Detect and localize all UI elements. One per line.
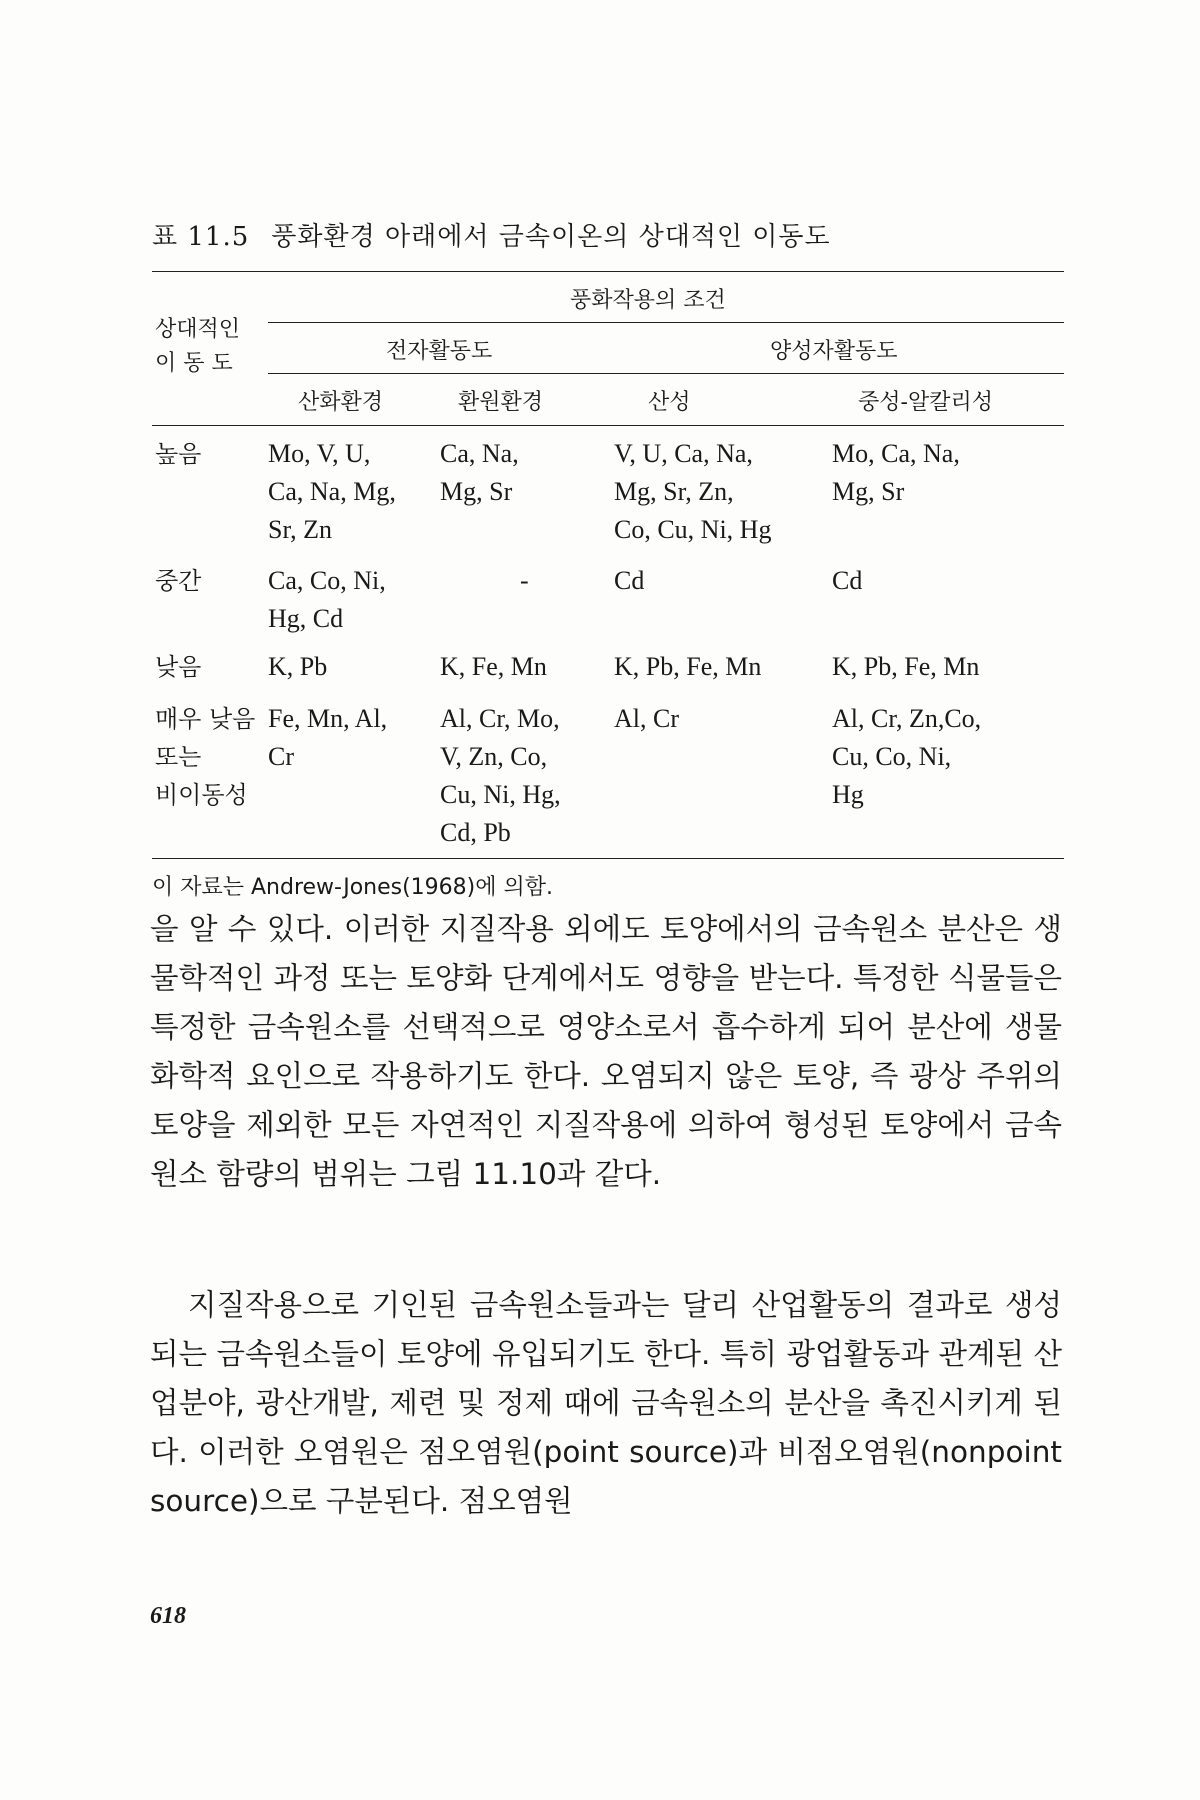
cell-line: K, Pb, Fe, Mn <box>614 652 762 681</box>
column-header-oxidizing: 산화환경 <box>298 390 384 415</box>
table-cell <box>440 435 519 511</box>
cell-line: Cu, Ni, Hg, <box>440 780 561 809</box>
cell-line: Cr <box>268 742 294 771</box>
cell-line: Mo, Ca, Na, <box>832 439 960 468</box>
cell-line: Cd, Pb <box>440 818 511 847</box>
cell-line: Al, Cr, Mo, <box>440 704 560 733</box>
cell-line: Mg, Sr, Zn, <box>614 477 734 506</box>
row-label-line: 중간 <box>155 567 202 595</box>
row-header-cell <box>155 313 240 381</box>
header-bottom-rule <box>152 425 1064 426</box>
cell-line: V, Zn, Co, <box>440 742 548 771</box>
cell-line: Mg, Sr <box>832 477 905 506</box>
row-header-line: 이 동 도 <box>155 351 233 376</box>
table-bottom-rule <box>152 858 1064 859</box>
row-label-line: 비이동성 <box>155 781 248 809</box>
paragraph-text: 을 알 수 있다. 이러한 지질작용 외에도 토양에서의 금속원소 분산은 생물학적인 과정 또는 토양화 단계에서도 영향을 받는다. 특정한 식물들은 특정한 금속원소를 선택적으로 영양소로서 흡수하게 되어 분산에 생물화학적 요인으로 작용하기도 한다. 오염되지 않은 토양, 즉 광상 주위의 토양을 제외한 모든 자연적인 지질작용에 의하여 형성된 토양에서 금속원소 함량의 범위는 그림 11.10과 같다. <box>150 912 1062 1191</box>
row-label-line: 높음 <box>155 440 202 468</box>
row-label-line: 낮음 <box>155 653 202 681</box>
cell-line: Sr, Zn <box>268 515 332 544</box>
body-paragraph-1 <box>150 905 1062 1199</box>
cell-line: Hg, Cd <box>268 604 344 633</box>
subgroup-header-electron: 전자활동도 <box>386 339 493 364</box>
subgroup-header-proton: 양성자활동도 <box>770 339 898 364</box>
cell-line: Mg, Sr <box>440 477 513 506</box>
cell-line: Ca, Co, Ni, <box>268 566 386 595</box>
row-label-line: 매우 낮음 <box>155 705 256 733</box>
table-cell <box>268 700 387 776</box>
table-cell <box>268 435 396 549</box>
row-label-low <box>155 648 201 686</box>
table-cell <box>440 700 561 852</box>
table-cell <box>614 435 771 549</box>
table-cell <box>440 648 547 686</box>
cell-line: Cd <box>832 566 863 595</box>
cell-line: K, Pb <box>268 652 328 681</box>
cell-line: V, U, Ca, Na, <box>614 439 753 468</box>
table-cell <box>268 562 386 638</box>
table-cell <box>614 562 644 600</box>
cell-line: Ca, Na, <box>440 439 519 468</box>
row-header-line: 상대적인 <box>155 317 241 342</box>
row-label-medium <box>155 562 201 600</box>
row-label-very-low <box>155 700 255 814</box>
paragraph-text: 지질작용으로 기인된 금속원소들과는 달리 산업활동의 결과로 생성되는 금속원소들이 토양에 유입되기도 한다. 특히 광업활동과 관계된 산업분야, 광산개발, 제련 및 정제 때에 금속원소의 분산을 촉진시키게 된다. 이러한 오염원은 점오염원(point source)과 비점오염원(nonpoint source)으로 구분된다. 점오염원 <box>150 1288 1062 1518</box>
table-cell <box>832 648 979 686</box>
table-cell <box>832 562 862 600</box>
table-cell <box>268 648 327 686</box>
column-header-reducing: 환원환경 <box>458 390 544 415</box>
row-label-high <box>155 435 201 473</box>
cell-line: Co, Cu, Ni, Hg <box>614 515 772 544</box>
table-caption <box>152 216 831 253</box>
row-label-line: 또는 <box>155 743 202 771</box>
table-cell <box>832 435 960 511</box>
group-rule <box>268 322 1064 323</box>
table-cell <box>614 648 761 686</box>
table-title: 풍화환경 아래에서 금속이온의 상대적인 이동도 <box>271 222 831 252</box>
table-cell <box>520 562 529 600</box>
table-cell <box>832 700 981 814</box>
cell-line: Al, Cr <box>614 704 679 733</box>
cell-line: K, Fe, Mn <box>440 652 547 681</box>
page-number: 618 <box>150 1603 186 1629</box>
cell-line: Hg <box>832 780 864 809</box>
cell-line: Cd <box>614 566 645 595</box>
table-cell <box>614 700 679 738</box>
cell-line: Fe, Mn, Al, <box>268 704 388 733</box>
body-paragraph-2 <box>150 1281 1062 1526</box>
cell-line: K, Pb, Fe, Mn <box>832 652 980 681</box>
cell-line: - <box>520 566 529 595</box>
table-number: 표 11.5 <box>152 222 250 252</box>
table-footnote: 이 자료는 Andrew-Jones(1968)에 의함. <box>152 875 553 900</box>
column-header-neutral-alkaline: 중성-알칼리성 <box>858 390 993 415</box>
table-top-rule <box>152 271 1064 272</box>
group-header: 풍화작용의 조건 <box>570 288 726 313</box>
cell-line: Mo, V, U, <box>268 439 371 468</box>
cell-line: Ca, Na, Mg, <box>268 477 396 506</box>
cell-line: Al, Cr, Zn,Co, <box>832 704 982 733</box>
subgroup-rule <box>268 373 1064 374</box>
cell-line: Cu, Co, Ni, <box>832 742 952 771</box>
column-header-acidic: 산성 <box>648 390 691 415</box>
